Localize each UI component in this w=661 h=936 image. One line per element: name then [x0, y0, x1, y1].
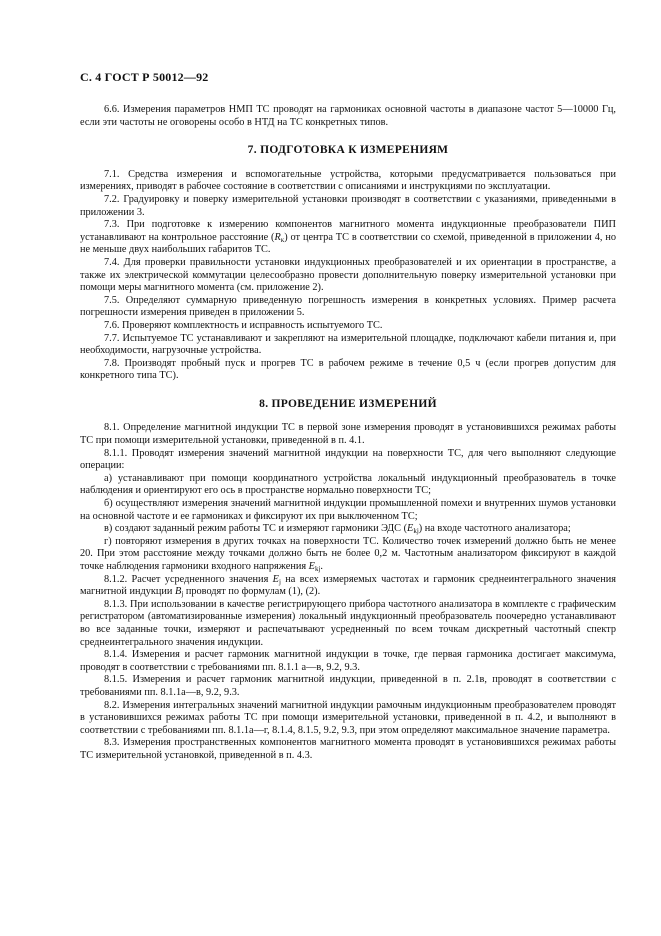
paragraph-7-1: 7.1. Средства измерения и вспомогательные устройства, которыми предусматривается пользоваться при измерениях, приводят в рабочее состояние в соответствии с описаниями и инструкциями по эксплуатации. — [80, 168, 616, 193]
paragraph-7-2: 7.2. Градуировку и поверку измерительной установки производят в соответствии с указаниями, приведенными в приложении 3. — [80, 193, 616, 218]
paragraph-8-1-5: 8.1.5. Измерения и расчет гармоник магнитной индукции, приведенной в п. 2.1в, проводят в соответствии с требованиями пп. 8.1.1а—в, 9.2, 9.3. — [80, 674, 616, 698]
paragraph-8-1-2-text-b: на всех измеряемых частотах и гармоник среднеинтегрального значения магнитной индукции — [80, 573, 616, 598]
paragraph-7-6: 7.6. Проверяют комплектность и исправность испытуемого ТС. — [104, 319, 383, 331]
var-b-j: B — [175, 586, 182, 598]
paragraph-8-1-2-text-a: 8.1.2. Расчет усредненного значения — [104, 573, 273, 585]
paragraph-7-3-text-b: ) от центра ТС в соответствии со схемой, приведенной в приложении 4, но не меньше двух наибольших габаритов ТС. — [80, 231, 616, 256]
var-e-j: E — [272, 573, 279, 585]
paragraph-8-1: 8.1. Определение магнитной индукции ТС в первой зоне измерения проводят в установившихся режимах работы ТС при помощи измерительной установки, приведенной в п. 4.1. — [80, 422, 616, 447]
paragraph-7-3 — [80, 219, 616, 257]
var-r: R — [274, 231, 281, 243]
paragraph-8-1-1: 8.1.1. Проводят измерения значений магнитной индукции на поверхности ТС, для чего выполняют следующие операции: — [80, 447, 616, 472]
list-item-b: б) осуществляют измерения значений магнитной индукции промышленной помехи и внутренних шумов установки на основной частоте и ее гармониках и фиксируют их при выключенном ТС; — [80, 498, 616, 522]
paragraph-8-3: 8.3. Измерения пространственных компонентов магнитного момента проводят в установившихся режимах работы ТС измерительной установкой, приведенной в п. 4.3. — [80, 737, 616, 761]
paragraph-7-5: 7.5. Определяют суммарную приведенную погрешность измерения в конкретных условиях. Пример расчета погрешности измерения приведен в приложении 5. — [80, 294, 616, 319]
paragraph-8-1-4: 8.1.4. Измерения и расчет гармоник магнитной индукции в точке, где первая гармоника достигает максимума, проводят в соответствии с требованиями пп. 8.1.1 а—в, 9.2, 9.3. — [80, 649, 616, 673]
list-item-g-text-a: г) повторяют измерения в других точках на поверхности ТС. Количество точек измерений должно быть не менее 20. При этом расстояние между точками должно быть не более 0,2 м. Частотным анализатором фиксируют в каждой точке наблюдения гармоники входного напряжения — [80, 535, 616, 572]
section-8-heading: 8. ПРОВЕДЕНИЕ ИЗМЕРЕНИЙ — [259, 397, 437, 410]
list-item-v-text-b: ) на входе частотного анализатора; — [418, 523, 571, 535]
document-body — [80, 104, 616, 763]
paragraph-8-1-2-text-c: проводят по формулам (1), (2). — [183, 586, 321, 598]
sub-j-2: j — [181, 590, 184, 599]
paragraph-6-6: 6.6. Измерения параметров НМП ТС проводят на гармониках основной частоты в диапазоне частот 5—10000 Гц, если эти частоты не оговорены особо в НТД на ТС конкретных типов. — [80, 104, 616, 128]
section-7-heading: 7. ПОДГОТОВКА К ИЗМЕРЕНИЯМ — [247, 144, 449, 157]
paragraph-7-4: 7.4. Для проверки правильности установки индукционных преобразователей и их ориентации в пространстве, а также их электрической коммутации целесообразно провести дополнительную поверку измерительной установки при помощи меры магнитного момента (см. приложение 2). — [80, 256, 616, 294]
paragraph-8-2: 8.2. Измерения интегральных значений магнитной индукции рамочным индукционным преобразователем проводят в установившихся режимах работы ТС при помощи измерительной установки, приведенной в п. 4.2, и выполняют в соответствии с требованиями пп. 8.1.1а—г, 8.1.4, 8.1.5, 9.2, 9.3, при этом определяют максимальное значение параметра. — [80, 699, 616, 736]
var-e-kj-1: E — [407, 523, 414, 535]
var-e-kj-2: E — [308, 561, 315, 572]
list-item-v-text-a: в) создают заданный режим работы ТС и измеряют гармоники ЭДС ( — [104, 523, 408, 535]
paragraph-8-1-3: 8.1.3. При использовании в качестве регистрирующего прибора частотного анализатора в комплекте с графическим регистратором (автоматизированные измерения) локальный индукционный преобразователь поочередно устанавливают во все заданные точки, измеряют и распечатывают усредненный по всем точкам дискретный частотный спектр среднеинтегрального значения индукции. — [80, 598, 616, 648]
sub-kj-1: kj — [413, 527, 419, 536]
running-header: С. 4 ГОСТ Р 50012—92 — [80, 70, 209, 84]
paragraph-7-7: 7.7. Испытуемое ТС устанавливают и закрепляют на измерительной площадке, подключают кабели питания и, при необходимости, нагрузочные устройства. — [80, 332, 616, 357]
paragraph-7-8: 7.8. Производят пробный пуск и прогрев ТС в рабочем режиме в течение 0,5 ч (если прогрев допустим для конкретного типа ТС). — [80, 357, 616, 382]
paragraph-7-3-text-a: 7.3. При подготовке к измерению компонентов магнитного момента индукционные преобразователи ПИП устанавливают на контрольное расстояние ( — [80, 219, 616, 243]
paragraph-8-1-2 — [80, 574, 616, 599]
list-item-g — [80, 536, 616, 574]
list-item-a: а) устанавливают при помощи координатного устройства локальный индукционный преобразователь в точке наблюдения и ориентируют его ось в пространстве нормально поверхности ТС; — [80, 472, 616, 497]
list-item-g-text-b: . — [320, 561, 323, 572]
list-item-v — [80, 523, 616, 536]
sub-kj-2: kj — [314, 565, 321, 573]
sub-j-1: j — [278, 577, 281, 586]
sub-k: к — [280, 235, 285, 244]
